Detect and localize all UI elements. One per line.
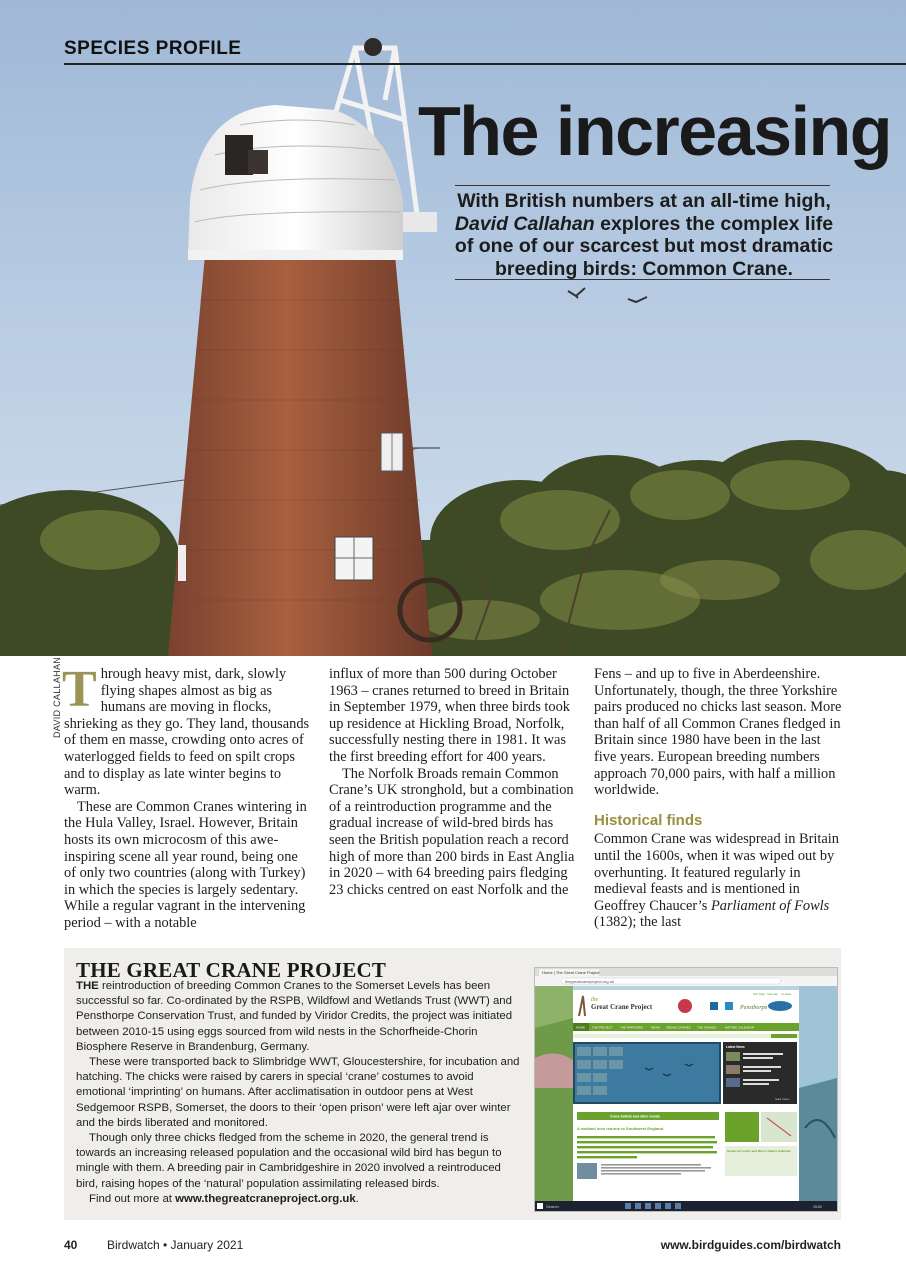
article-column-3 — [594, 666, 842, 931]
paragraph-text: reintroduction of breeding Common Cranes to the Somerset Levels has been successful so far. Co-ordinated by the RSPB, Wildfowl and Wetlands Trust (WWT) and Pensthorpe Conservation Trust, and funded by Viridor Credits, the project was initiated between 2010-15 using eggs sourced from wild nests in the Schorfheide-Chorin Biosphere Reserve in Brandenburg, Germany. — [76, 980, 513, 1053]
standfirst-rule-bottom — [455, 279, 830, 280]
site-latest-news: Latest News — [726, 1045, 745, 1049]
site-nav-news[interactable]: NEWS — [651, 1025, 660, 1030]
box-paragraph: These were transported back to Slimbridge WWT, Gloucestershire, for incubation and hatching. The chicks were raised by carers in special ‘crane’ costumes to avoid emotional ‘imprinting’ on humans. After acclimatisation in outdoor pens at West Sedgemoor RSPB, Somerset, the doors to their ‘open prison’ were left ajar over winter and the birds liberated and monitored. — [76, 1056, 520, 1129]
site-nav-calendar[interactable]: NATURE CALENDAR — [725, 1025, 755, 1030]
site-logo-name: Great Crane Project — [591, 1003, 653, 1011]
box-paragraph — [76, 1192, 523, 1207]
standfirst — [444, 190, 844, 280]
article-paragraph: The Norfolk Broads remain Common Crane’s UK stronghold, but a combination of a reintroduction programme and the gradual increase of wild-bred birds has seen the British population reach a record high of more than 200 birds in East Anglia in 2020 – with 64 breeding pairs fledging 23 chicks centred on east Norfolk and the — [329, 765, 575, 898]
article-paragraph — [594, 831, 842, 931]
article-paragraph: These are Common Cranes wintering in the Hula Valley, Israel. However, Britain hosts its own microcosm of this awe-inspiring scene all year round, being one of only two countries (along with Turkey) in which the species is largely sedentary. While a regular vagrant in the intervening period – with a notable — [64, 798, 307, 931]
taskbar-time: 15:00 — [813, 1205, 822, 1209]
paragraph-text: hrough heavy mist, dark, slowly flying shapes almost as big as humans are moving in flocks, shrieking as they go. They land, thousands of them en masse, crowding onto acres of waterlogged fields to feed on spilt crops and to display as late winter begins to warm. — [64, 666, 310, 799]
paragraph-text: Common Crane was widespread in Britain until the 1600s, when it was wiped out by overhunting. It featured regularly in medieval feasts and is mentioned in Geoffrey Chaucer’s — [594, 831, 839, 914]
article-paragraph — [62, 661, 310, 799]
site-nav-cranes[interactable]: THE CRANES — [697, 1025, 717, 1030]
section-rule — [64, 63, 906, 65]
browser-tab-label: Home | The Great Crane Project — [542, 970, 600, 975]
box-paragraph — [76, 979, 523, 1055]
box-lead-word: THE — [76, 980, 99, 992]
site-nav-seeing[interactable]: SEEING CRANES — [666, 1025, 691, 1030]
browser-url: thegreatcraneproject.org.uk — [565, 979, 614, 984]
headline: The increasing — [418, 92, 892, 170]
project-url-link[interactable]: www.thegreatcraneproject.org.uk — [175, 1192, 356, 1205]
box-title: THE GREAT CRANE PROJECT — [76, 958, 387, 982]
site-topnav-1[interactable]: Site Map — [753, 992, 765, 996]
standfirst-rest: explores the complex life of one of our scarcest but most dramatic breeding birds: Common Crane. — [454, 212, 834, 280]
site-banner[interactable]: Crane Safaris and other events — [610, 1114, 660, 1119]
site-topnav-2[interactable]: Sitemap — [767, 992, 779, 996]
box-text — [76, 979, 523, 1207]
box-paragraph: Though only three chicks fledged from the scheme in 2020, the general trend is towards an increasing released population and the occasional wild bird has begun to mingle with them. A breeding pair in Cambridgeshire in 2020 involved a reintroduced bird, raising hopes of the ‘natural’ population assimilating released birds. — [76, 1132, 502, 1190]
paragraph-text: . — [355, 1192, 359, 1205]
site-read-more[interactable]: read more... — [775, 1097, 792, 1101]
article-column-2 — [329, 666, 577, 898]
site-nav-project[interactable]: THE PROJECT — [592, 1025, 613, 1030]
site-side-box: Somerset Levels and Moors Nature Calendar — [727, 1149, 791, 1153]
standfirst-author: David Callahan — [454, 212, 595, 235]
standfirst-intro: With British numbers at an all-time high, — [457, 190, 831, 212]
article-column-1 — [62, 661, 310, 932]
partner-logo-text: Pensthorpe — [740, 1005, 768, 1011]
article-paragraph: influx of more than 500 during October 1963 – cranes returned to breed in Britain in September 1979, when three birds took up residence at Hickling Broad, Norfolk, successfully nesting there in 1981. It was the first breeding effort for 400 years. — [329, 666, 570, 765]
footer-url-link[interactable]: www.birdguides.com/birdwatch — [660, 1238, 841, 1252]
drop-cap: T — [62, 661, 97, 718]
site-topnav-3[interactable]: Contact — [781, 992, 792, 996]
site-headline: A wetland icon returns to Southwest England. — [577, 1126, 665, 1131]
subhead: Historical finds — [594, 811, 703, 829]
website-screenshot — [534, 967, 838, 1212]
book-title: Parliament of Fowls — [710, 897, 830, 914]
site-logo-the: the — [591, 997, 599, 1003]
paragraph-text: Find out more at — [89, 1192, 176, 1205]
page-number: 40 — [64, 1238, 78, 1252]
magazine-issue: Birdwatch • January 2021 — [107, 1238, 244, 1252]
section-label: SPECIES PROFILE — [64, 38, 242, 59]
standfirst-rule-top — [455, 185, 830, 186]
website-screenshot-graphic — [535, 968, 837, 1211]
taskbar-search: Search — [546, 1204, 559, 1209]
sidebar-box — [64, 948, 841, 1220]
article-paragraph: Fens – and up to five in Aberdeenshire. Unfortunately, though, the three Yorkshire pairs produced no chicks last season. More than half of all Common Cranes fledged in Britain since 1980 have been in the last five years. European breeding numbers approach 70,000 pairs, with half a million worldwide. — [594, 666, 842, 799]
paragraph-text: (1382); the last — [594, 914, 682, 931]
site-nav-partners[interactable]: THE PARTNERS — [620, 1025, 643, 1030]
photo-credit-text: DAVID CALLAHAN — [52, 656, 62, 738]
site-nav-home[interactable]: HOME — [576, 1025, 585, 1030]
